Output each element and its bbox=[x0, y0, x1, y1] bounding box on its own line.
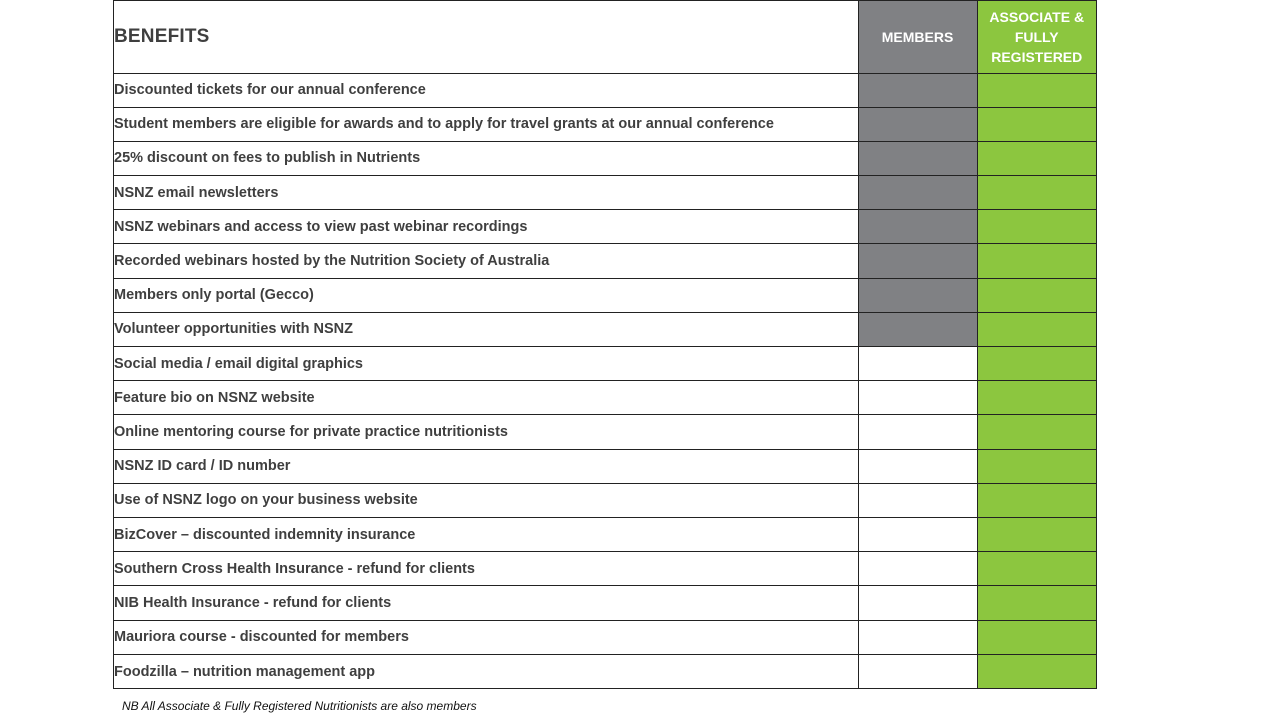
table-row bbox=[114, 107, 1096, 141]
benefit-rows bbox=[114, 73, 1096, 688]
table-row bbox=[114, 620, 1096, 654]
members-empty-cell bbox=[858, 483, 977, 517]
benefit-label: Mauriora course - discounted for members bbox=[114, 620, 858, 654]
members-empty-cell bbox=[858, 517, 977, 551]
table-row bbox=[114, 552, 1096, 586]
associate-included-cell bbox=[977, 552, 1096, 586]
benefit-label: NSNZ email newsletters bbox=[114, 176, 858, 210]
members-included-cell bbox=[858, 176, 977, 210]
members-included-cell bbox=[858, 73, 977, 107]
associate-included-cell bbox=[977, 449, 1096, 483]
benefit-label: Volunteer opportunities with NSNZ bbox=[114, 312, 858, 346]
associate-included-cell bbox=[977, 210, 1096, 244]
associate-included-cell bbox=[977, 73, 1096, 107]
members-included-cell bbox=[858, 312, 977, 346]
associate-included-cell bbox=[977, 176, 1096, 210]
table-row bbox=[114, 483, 1096, 517]
members-included-cell bbox=[858, 244, 977, 278]
table-row bbox=[114, 244, 1096, 278]
associate-included-cell bbox=[977, 312, 1096, 346]
table-row bbox=[114, 654, 1096, 688]
benefit-label: NSNZ webinars and access to view past webinar recordings bbox=[114, 210, 858, 244]
benefits-table bbox=[114, 1, 1096, 688]
associate-column-header bbox=[977, 1, 1096, 73]
benefit-label: BizCover – discounted indemnity insurance bbox=[114, 517, 858, 551]
benefit-label: Social media / email digital graphics bbox=[114, 347, 858, 381]
benefit-label: Use of NSNZ logo on your business website bbox=[114, 483, 858, 517]
benefit-label: Members only portal (Gecco) bbox=[114, 278, 858, 312]
members-empty-cell bbox=[858, 449, 977, 483]
associate-included-cell bbox=[977, 517, 1096, 551]
associate-included-cell bbox=[977, 278, 1096, 312]
table-row bbox=[114, 415, 1096, 449]
table-row bbox=[114, 517, 1096, 551]
associate-header-line-2: FULLY bbox=[1014, 28, 1059, 45]
members-empty-cell bbox=[858, 586, 977, 620]
members-empty-cell bbox=[858, 552, 977, 586]
members-included-cell bbox=[858, 278, 977, 312]
associate-header-line-1: ASSOCIATE & bbox=[989, 8, 1085, 25]
benefit-label: Feature bio on NSNZ website bbox=[114, 381, 858, 415]
footnote: NB All Associate & Fully Registered Nutritionists are also members bbox=[122, 699, 477, 713]
table-row bbox=[114, 176, 1096, 210]
associate-included-cell bbox=[977, 107, 1096, 141]
benefit-label: Southern Cross Health Insurance - refund for clients bbox=[114, 552, 858, 586]
benefit-label: Online mentoring course for private practice nutritionists bbox=[114, 415, 858, 449]
associate-included-cell bbox=[977, 654, 1096, 688]
table-row bbox=[114, 347, 1096, 381]
header-row bbox=[114, 1, 1096, 73]
table-row bbox=[114, 278, 1096, 312]
members-column-header: MEMBERS bbox=[858, 1, 977, 73]
table-row bbox=[114, 586, 1096, 620]
members-included-cell bbox=[858, 141, 977, 175]
members-empty-cell bbox=[858, 620, 977, 654]
benefit-label: Foodzilla – nutrition management app bbox=[114, 654, 858, 688]
benefits-column-header: BENEFITS bbox=[114, 1, 858, 73]
benefit-label: Discounted tickets for our annual conference bbox=[114, 73, 858, 107]
benefits-table-container bbox=[113, 0, 1097, 689]
members-included-cell bbox=[858, 210, 977, 244]
benefit-label: Recorded webinars hosted by the Nutrition Society of Australia bbox=[114, 244, 858, 278]
associate-included-cell bbox=[977, 244, 1096, 278]
associate-included-cell bbox=[977, 347, 1096, 381]
associate-included-cell bbox=[977, 141, 1096, 175]
benefit-label: 25% discount on fees to publish in Nutrients bbox=[114, 141, 858, 175]
members-empty-cell bbox=[858, 347, 977, 381]
associate-included-cell bbox=[977, 381, 1096, 415]
members-empty-cell bbox=[858, 415, 977, 449]
members-included-cell bbox=[858, 107, 977, 141]
table-row bbox=[114, 141, 1096, 175]
members-empty-cell bbox=[858, 654, 977, 688]
table-row bbox=[114, 449, 1096, 483]
benefit-label: NSNZ ID card / ID number bbox=[114, 449, 858, 483]
associate-included-cell bbox=[977, 620, 1096, 654]
benefit-label: Student members are eligible for awards and to apply for travel grants at our annual conference bbox=[114, 107, 858, 141]
table-row bbox=[114, 312, 1096, 346]
benefit-label: NIB Health Insurance - refund for clients bbox=[114, 586, 858, 620]
table-row bbox=[114, 210, 1096, 244]
associate-included-cell bbox=[977, 586, 1096, 620]
associate-header-line-3: REGISTERED bbox=[991, 48, 1083, 65]
table-row bbox=[114, 73, 1096, 107]
table-row bbox=[114, 381, 1096, 415]
members-empty-cell bbox=[858, 381, 977, 415]
associate-included-cell bbox=[977, 415, 1096, 449]
associate-included-cell bbox=[977, 483, 1096, 517]
